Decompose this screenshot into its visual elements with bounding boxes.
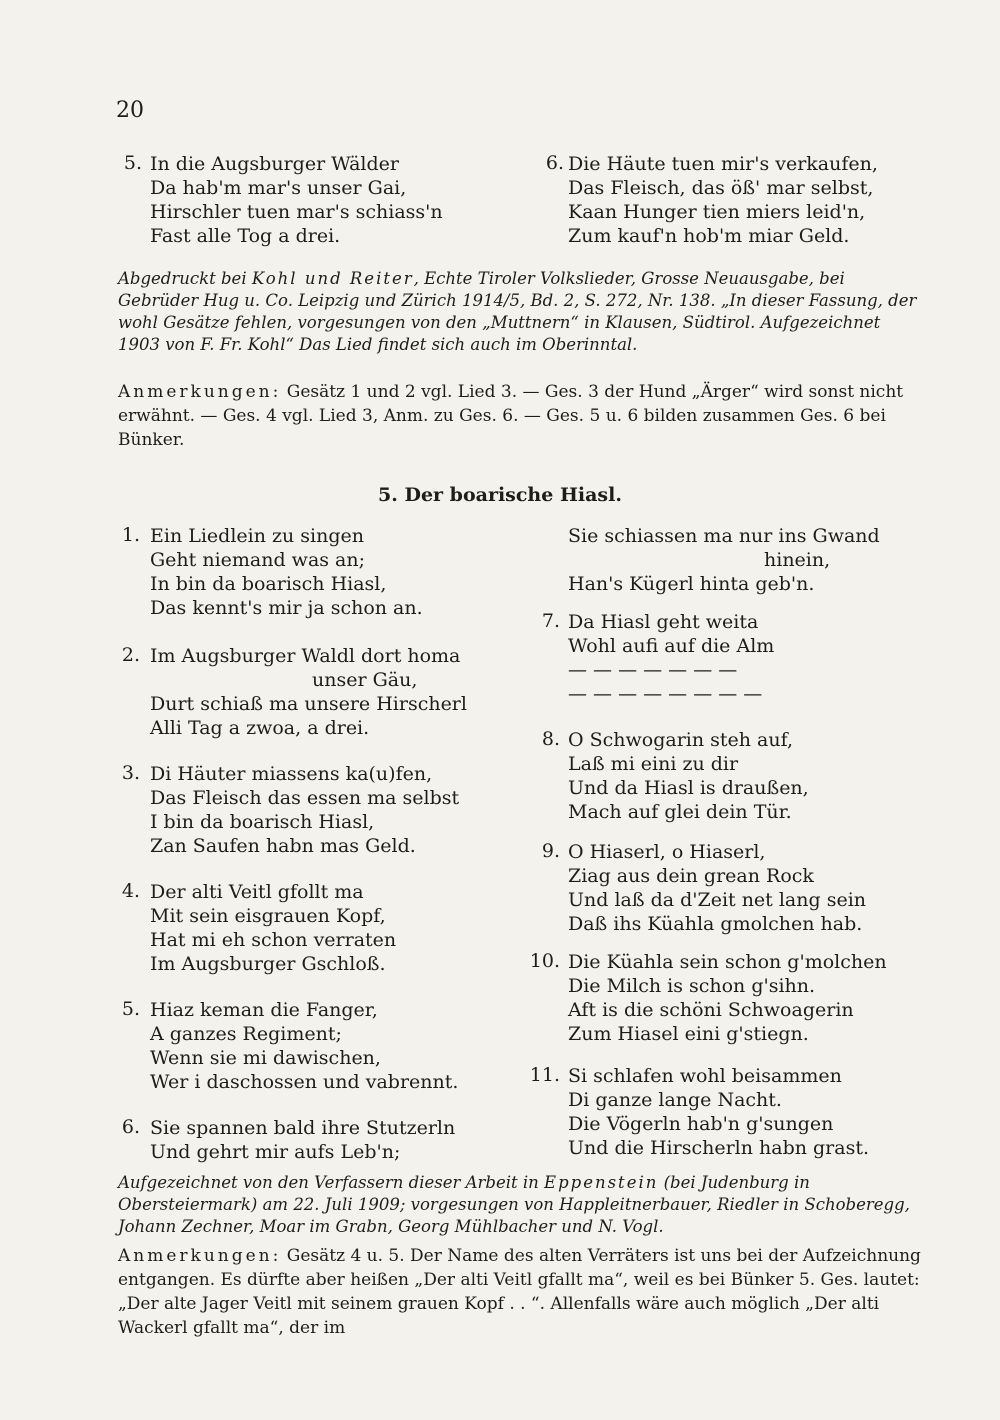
verse-line: Im Augsburger Waldl dort homa [150, 645, 461, 667]
verse-line: Zan Saufen habn mas Geld. [150, 835, 416, 857]
verse-line: Alli Tag a zwoa, a drei. [150, 717, 370, 739]
elision-dashes: — — — — — — — [568, 659, 738, 681]
remarks-label: Anmerkungen: [118, 382, 282, 402]
stanza-5 [116, 998, 526, 1094]
stanza-9 [536, 840, 936, 936]
stanza-10 [528, 950, 938, 1046]
verse-line: Mach auf glei dein Tür. [568, 801, 792, 823]
verse-line: Und die Hirscherln habn grast. [568, 1137, 870, 1159]
verse-line: Daß ihs Küahla gmolchen hab. [568, 913, 863, 935]
stanza-top-5 [116, 152, 516, 248]
verse-line: Hat mi eh schon verraten [150, 929, 397, 951]
stanza-6 [116, 1116, 526, 1164]
stanza-number: 1. [121, 524, 140, 546]
place-name: Eppenstein [544, 1173, 659, 1192]
stanza-number: 2. [121, 644, 140, 666]
source-note-1: Abgedruckt bei Kohl und Reiter, Echte Tiroler Volkslieder, Grosse Neuausgabe, bei Gebrüder Hug u. Co. Leipzig und Zürich 1914/5, Bd. 2, S. 272, Nr. 138. „In dieser Fassung, der wohl Gesätze fehlen, vorgesungen von den „Muttnern“ in Klausen, Südtirol. Aufgezeichnet 1903 von F. Fr. Kohl“ Das Lied findet sich auch im Oberinntal. [118, 269, 917, 354]
remarks-2: Anmerkungen: Gesätz 4 u. 5. Der Name des alten Verräters ist uns bei der Aufzeichnung entgangen. Es dürfte aber heißen „Der alti Veitl gfallt ma“, weil es bei Bünker 5. Ges. lautet: „Der alte Jager Veitl mit seinem grauen Kopf . . “. Allenfalls wäre auch möglich „Der alti Wackerl gfallt ma“, der im [118, 1246, 921, 1338]
author-names: Kohl und Reiter [251, 269, 414, 288]
verse-line: Wenn sie mi dawischen, [150, 1047, 381, 1069]
verse-line: In die Augsburger Wälder [150, 153, 399, 175]
stanza-number: 11. [529, 1064, 560, 1086]
verse-line: Sie spannen bald ihre Stutzerln [150, 1117, 456, 1139]
verse-line: Da Hiasl geht weita [568, 611, 759, 633]
verse-line: Zum Hiasel eini g'stiegn. [568, 1023, 809, 1045]
verse-line: hinein, [764, 549, 831, 571]
stanza-4 [116, 880, 526, 976]
verse-line: Fast alle Tog a drei. [150, 225, 341, 247]
stanza-number: 6. [545, 152, 564, 174]
verse-line: Han's Kügerl hinta geb'n. [568, 573, 815, 595]
stanza-7 [536, 610, 936, 706]
song-title: 5. Der boarische Hiasl. [378, 484, 622, 506]
verse-line: O Schwogarin steh auf, [568, 729, 794, 751]
stanza-number: 6. [121, 1116, 140, 1138]
remarks-1: Anmerkungen: Gesätz 1 und 2 vgl. Lied 3. — Ges. 3 der Hund „Ärger“ wird sonst nicht erwähnt. — Ges. 4 vgl. Lied 3, Anm. zu Ges. 6. — Ges. 5 u. 6 bilden zusammen Ges. 6 bei Bünker. [118, 382, 904, 450]
verse-line: Zum kauf'n hob'm miar Geld. [568, 225, 850, 247]
verse-line: Mit sein eisgrauen Kopf, [150, 905, 386, 927]
verse-line: Di ganze lange Nacht. [568, 1089, 782, 1111]
verse-line: Geht niemand was an; [150, 549, 366, 571]
verse-line: Durt schiaß ma unsere Hirscherl [150, 693, 467, 715]
verse-line: Hirschler tuen mar's schiass'n [150, 201, 443, 223]
verse-line: I bin da boarisch Hiasl, [150, 811, 375, 833]
stanza-8 [536, 728, 936, 824]
stanza-number: 7. [541, 610, 560, 632]
verse-line: Ein Liedlein zu singen [150, 525, 364, 547]
verse-line: Und gehrt mir aufs Leb'n; [150, 1141, 401, 1163]
verse-line: Und laß da d'Zeit net lang sein [568, 889, 867, 911]
source-note-2: Aufgezeichnet von den Verfassern dieser Arbeit in Eppenstein (bei Judenburg in Obersteiermark) am 22. Juli 1909; vorgesungen von Happleitnerbauer, Riedler in Schoberegg, Johann Zechner, Moar im Grabn, Georg Mühlbacher und N. Vogl. [118, 1173, 910, 1236]
stanza-number: 5. [121, 998, 140, 1020]
verse-line: Der alti Veitl gfollt ma [150, 881, 364, 903]
verse-line: Wohl aufi auf die Alm [568, 635, 775, 657]
verse-line: Si schlafen wohl beisammen [568, 1065, 842, 1087]
verse-line: Hiaz keman die Fanger, [150, 999, 378, 1021]
stanza-number: 10. [529, 950, 560, 972]
elision-dashes: — — — — — — — — [568, 683, 763, 705]
verse-line: Laß mi eini zu dir [568, 753, 739, 775]
verse-line: Di Häuter miassens ka(u)fen, [150, 763, 433, 785]
remarks-label: Anmerkungen: [118, 1246, 282, 1266]
page-number: 20 [116, 98, 144, 123]
verse-line: Und da Hiasl is draußen, [568, 777, 809, 799]
stanza-number: 9. [541, 840, 560, 862]
verse-line: Da hab'm mar's unser Gai, [150, 177, 407, 199]
stanza-1 [116, 524, 526, 620]
stanza-top-6 [540, 152, 940, 248]
verse-line: O Hiaserl, o Hiaserl, [568, 841, 766, 863]
verse-line: Ziag aus dein grean Rock [568, 865, 814, 887]
stanza-number: 3. [121, 762, 140, 784]
verse-line: Das Fleisch das essen ma selbst [150, 787, 460, 809]
verse-line: Sie schiassen ma nur ins Gwand [568, 525, 880, 547]
verse-line: Die Vögerln hab'n g'sungen [568, 1113, 834, 1135]
verse-line: Wer i daschossen und vabrennt. [150, 1071, 459, 1093]
stanza-3 [116, 762, 526, 858]
verse-line: A ganzes Regiment; [150, 1023, 342, 1045]
verse-line: unser Gäu, [312, 669, 418, 691]
verse-line: Kaan Hunger tien miers leid'n, [568, 201, 866, 223]
stanza-number: 4. [121, 880, 140, 902]
stanza-2 [116, 644, 526, 740]
stanza-6-continued [536, 524, 936, 596]
verse-line: Die Milch is schon g'sihn. [568, 975, 816, 997]
stanza-11 [528, 1064, 938, 1160]
verse-line: Das Fleisch, das öß' mar selbst, [568, 177, 874, 199]
verse-line: In bin da boarisch Hiasl, [150, 573, 387, 595]
verse-line: Aft is die schöni Schwoagerin [568, 999, 854, 1021]
stanza-number: 5. [123, 152, 142, 174]
stanza-number: 8. [541, 728, 560, 750]
verse-line: Die Häute tuen mir's verkaufen, [568, 153, 878, 175]
verse-line: Das kennt's mir ja schon an. [150, 597, 423, 619]
verse-line: Die Küahla sein schon g'molchen [568, 951, 887, 973]
verse-line: Im Augsburger Gschloß. [150, 953, 386, 975]
